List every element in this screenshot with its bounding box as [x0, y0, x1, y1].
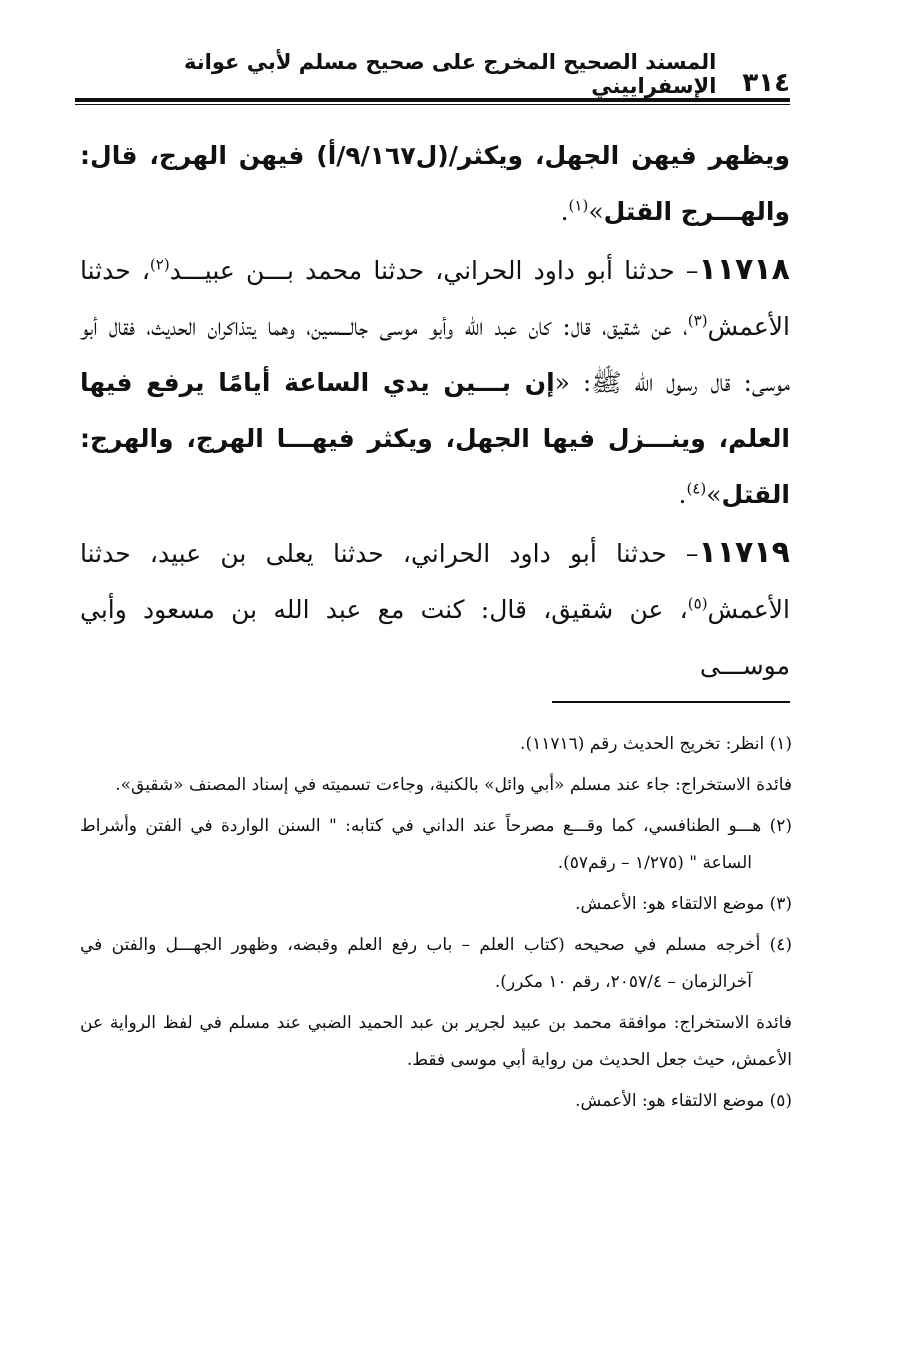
footnote-4: (٤) أخرجه مسلم في صحيحه (كتاب العلم – باب رفع العلم وقبضه، وظهور الجهـــل والفتن في آخرالزمان – ٢٠٥٧/٤، رقم ١٠ مكرر). [80, 935, 792, 992]
footnote-4-note: فائدة الاستخراج: موافقة محمد بن عبيد لجرير بن عبد الحميد الضبي عند مسلم في لفظ الرواية عن الأعمش، حيث جعل الحديث من رواية أبي موسى فقط. [80, 1013, 792, 1070]
hadith-number: ١١٧١٨ [698, 252, 790, 287]
footnote-3: (٣) موضع الالتقاء هو: الأعمش. [575, 894, 792, 914]
page-number: ٣١٤ [742, 68, 790, 98]
footnote-ref: (٣) [687, 311, 708, 330]
running-header [75, 50, 790, 98]
isnad-text: ، حدثنا الأعمش [80, 256, 790, 341]
period: . [560, 197, 569, 226]
hadith-text-bold: ويظهر فيهن الجهل، ويكثر/(ل٩/١٦٧/أ) فيهن الهرج، قال: والهـــرج القتل [80, 141, 790, 226]
footnotes [80, 726, 792, 1124]
isnad-text: ، عن شقيق، قال: كنت مع عبد الله بن مسعود وأبي موســـى [80, 595, 790, 680]
isnad-text: – حدثنا أبو داود الحراني، حدثنا محمد بـــن عبيـــد [169, 256, 699, 285]
paragraph-continuation [80, 128, 790, 240]
running-title: المسند الصحيح المخرج على صحيح مسلم لأبي عوانة الإسفراييني [184, 50, 717, 98]
footnote-1-note: فائدة الاستخراج: جاء عند مسلم «أبي وائل» بالكنية، وجاءت تسميته في إسناد المصنف «شقيق». [115, 775, 792, 795]
main-text [80, 128, 790, 696]
footnote-separator [552, 701, 790, 703]
footnote-ref: (٢) [149, 255, 170, 274]
hadith-text-bold: إن بـــين يدي الساعة أيامًا يرفع فيها العلم، وينـــزل فيها الجهل، ويكثر فيهـــا الهرج، والهرج: القتل [80, 368, 790, 509]
period: . [678, 480, 687, 509]
footnote-1: (١) انظر: تخريج الحديث رقم (١١٧١٦). [520, 734, 792, 754]
close-quote: » [706, 480, 722, 509]
isnad-text: – حدثنا أبو داود الحراني، حدثنا يعلى بن عبيد، حدثنا الأعمش [80, 539, 790, 624]
footnote-ref: (١) [568, 196, 589, 215]
hadith-number: ١١٧١٩ [698, 535, 790, 570]
footnote-ref: (٥) [687, 594, 708, 613]
footnote-ref: (٤) [686, 479, 707, 498]
header-rule [75, 98, 790, 102]
isnad-text: ، عن شقيق، قال: كان عبد الله وأبو موسى جالـــسين، وهما يتذاكران الحديث، فقال أبو موسى: قال رسول الله ﷺ: « [80, 312, 790, 397]
hadith-paragraph [80, 525, 790, 694]
header-rule-thin [75, 104, 790, 105]
footnote-5: (٥) موضع الالتقاء هو: الأعمش. [575, 1091, 792, 1111]
footnote-2: (٢) هـــو الطنافسي، كما وقـــع مصرحاً عند الداني في كتابه: " السنن الواردة في الفتن وأشراط الساعة " (١/٢٧٥ – رقم٥٧). [80, 816, 792, 873]
hadith-paragraph [80, 242, 790, 523]
close-quote: » [588, 197, 604, 226]
